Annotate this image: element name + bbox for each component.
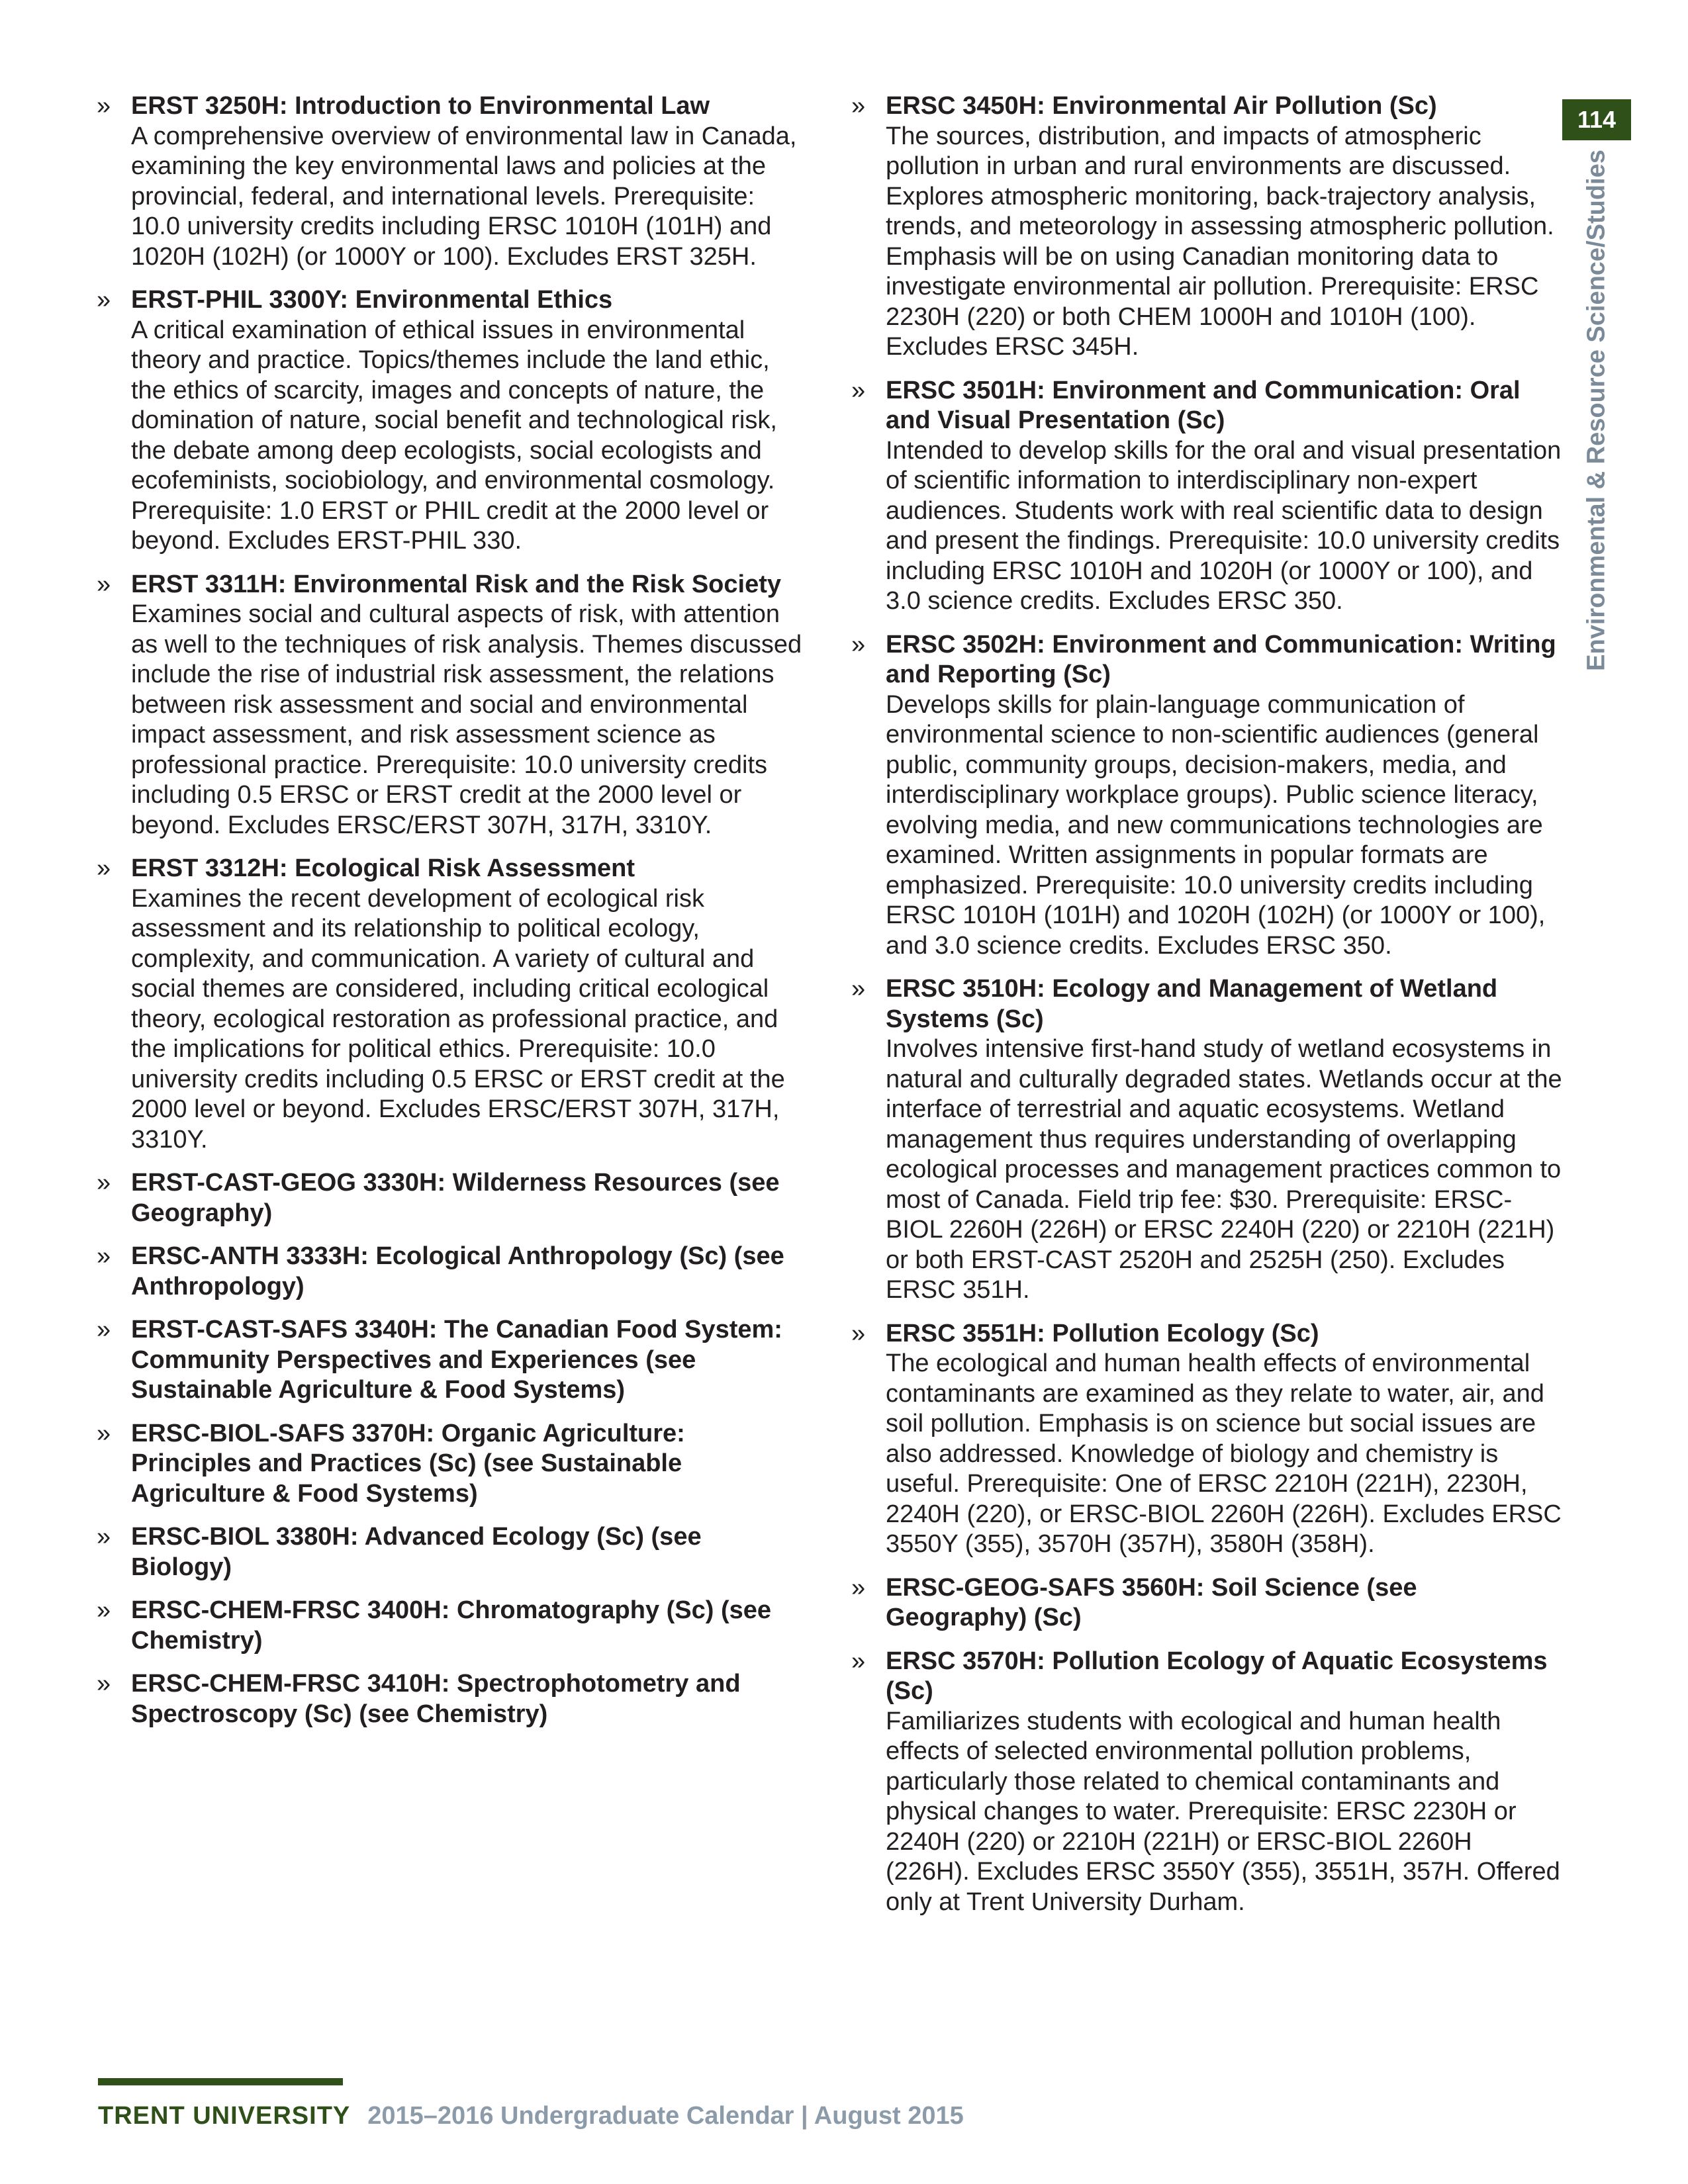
course-title: ERSC-ANTH 3333H: Ecological Anthropology (Sc) (see Anthropology) — [131, 1242, 784, 1300]
bullet-icon: » — [97, 1242, 111, 1270]
course-title: ERSC-BIOL 3380H: Advanced Ecology (Sc) (see Biology) — [131, 1523, 702, 1581]
course-entry — [847, 1647, 1562, 1918]
course-entry — [93, 1419, 808, 1510]
right-column — [847, 91, 1562, 1931]
footer-brand: TRENT UNIVERSITY — [98, 2102, 351, 2130]
course-title: ERSC-CHEM-FRSC 3400H: Chromatography (Sc) (see Chemistry) — [131, 1596, 772, 1655]
course-description: Examines social and cultural aspects of risk, with attention as well to the techniques of risk analysis. Themes discussed include the rise of industrial risk assessment, the relations between risk assessment and social and environmental impact assessment, and risk assessment science as professional practice. Prerequisite: 10.0 university credits including 0.5 ERSC or ERST credit at the 2000 level or beyond. Excludes ERSC/ERST 307H, 317H, 3310Y. — [131, 600, 802, 839]
bullet-icon: » — [851, 630, 866, 659]
course-entry — [847, 91, 1562, 363]
course-description: Involves intensive first-hand study of wetland ecosystems in natural and culturally degraded states. Wetlands occur at the interface of terrestrial and aquatic ecosystems. Wetland management thus requires understanding of overlapping ecological processes and management practices common to most of Canada. Field trip fee: $30. Prerequisite: ERSC-BIOL 2260H (226H) or ERSC 2240H (220) or 2210H (221H) or both ERST-CAST 2520H and 2525H (250). Excludes ERSC 351H. — [886, 1035, 1562, 1304]
bullet-icon: » — [97, 92, 111, 120]
course-description: A critical examination of ethical issues in environmental theory and practice. Topics/themes include the land ethic, the ethics of scarcity, images and concepts of nature, the domination of nature, social benefit and technological risk, the debate among deep ecologists, social ecologists and ecofeminists, sociobiology, and environmental cosmology. Prerequisite: 1.0 ERST or PHIL credit at the 2000 level or beyond. Excludes ERST-PHIL 330. — [131, 316, 777, 555]
bullet-icon: » — [851, 1319, 866, 1347]
bullet-icon: » — [851, 92, 866, 120]
bullet-icon: » — [97, 286, 111, 314]
course-entry — [847, 376, 1562, 617]
course-entry — [93, 1315, 808, 1406]
course-entry — [93, 1669, 808, 1729]
course-entry — [847, 1319, 1562, 1560]
course-title: ERSC 3570H: Pollution Ecology of Aquatic Ecosystems (Sc) — [886, 1647, 1548, 1705]
course-entry — [93, 1168, 808, 1228]
course-title: ERSC 3510H: Ecology and Management of Wetland Systems (Sc) — [886, 975, 1498, 1033]
course-entry — [847, 974, 1562, 1306]
footer-rule — [98, 2078, 343, 2085]
course-title: ERSC 3450H: Environmental Air Pollution (Sc) — [886, 92, 1437, 120]
bullet-icon: » — [97, 1169, 111, 1197]
bullet-icon: » — [851, 376, 866, 404]
course-title: ERST-CAST-GEOG 3330H: Wilderness Resources (see Geography) — [131, 1169, 780, 1227]
footer-calendar-title: 2015–2016 Undergraduate Calendar | August 2015 — [367, 2102, 964, 2130]
section-side-label-text: Environmental & Resource Science/Studies — [1582, 150, 1611, 671]
course-entry — [847, 630, 1562, 962]
course-title: ERSC-BIOL-SAFS 3370H: Organic Agriculture: Principles and Practices (Sc) (see Sustainable Agriculture & Food Systems) — [131, 1419, 685, 1508]
course-entry — [93, 1242, 808, 1302]
course-entry — [93, 91, 808, 272]
course-entry — [93, 1596, 808, 1656]
course-entry — [847, 1573, 1562, 1633]
course-title: ERST 3311H: Environmental Risk and the Risk Society — [131, 570, 781, 598]
page-number-badge: 114 — [1562, 99, 1631, 140]
course-title: ERSC 3551H: Pollution Ecology (Sc) — [886, 1319, 1319, 1347]
course-description: The ecological and human health effects of environmental contaminants are examined as they relate to water, air, and soil pollution. Emphasis is on science but social issues are also addressed. Knowledge of biology and chemistry is useful. Prerequisite: One of ERSC 2210H (221H), 2230H, 2240H (220), or ERSC-BIOL 2260H (226H). Excludes ERSC 3550Y (355), 3570H (357H), 3580H (358H). — [886, 1349, 1562, 1558]
course-title: ERSC 3501H: Environment and Communication: Oral and Visual Presentation (Sc) — [886, 376, 1521, 434]
course-title: ERST 3250H: Introduction to Environmental Law — [131, 92, 710, 120]
course-title: ERST 3312H: Ecological Risk Assessment — [131, 854, 635, 882]
course-description: A comprehensive overview of environmental law in Canada, examining the key environmental laws and policies at the provincial, federal, and international levels. Prerequisite: 10.0 university credits including ERSC 1010H (101H) and 1020H (102H) (or 1000Y or 100). Excludes ERST 325H. — [131, 122, 797, 271]
left-column — [93, 91, 808, 1743]
bullet-icon: » — [97, 570, 111, 598]
course-title: ERST-CAST-SAFS 3340H: The Canadian Food System: Community Perspectives and Experiences (see Sustainable Agriculture & Food Systems) — [131, 1316, 782, 1404]
course-description: Intended to develop skills for the oral and visual presentation of scientific information to interdisciplinary non-expert audiences. Students work with real scientific data to design and present the findings. Prerequisite: 10.0 university credits including ERSC 1010H and 1020H (or 1000Y or 100), and 3.0 science credits. Excludes ERSC 350. — [886, 436, 1562, 615]
bullet-icon: » — [851, 975, 866, 1003]
course-entry — [93, 854, 808, 1155]
bullet-icon: » — [851, 1573, 866, 1602]
course-entry — [93, 285, 808, 557]
bullet-icon: » — [97, 1596, 111, 1624]
course-description: The sources, distribution, and impacts of atmospheric pollution in urban and rural environments are discussed. Explores atmospheric monitoring, back-trajectory analysis, trends, and meteorology in assessing atmospheric pollution. Emphasis will be on using Canadian monitoring data to investigate environmental air pollution. Prerequisite: ERSC 2230H (220) or both CHEM 1000H and 1010H (100). Excludes ERSC 345H. — [886, 122, 1554, 361]
bullet-icon: » — [97, 1316, 111, 1343]
course-entry — [93, 570, 808, 841]
course-description: Familiarizes students with ecological and human health effects of selected environmental pollution problems, particularly those related to chemical contaminants and physical changes to water. Prerequisite: ERSC 2230H or 2240H (220) or 2210H (221H) or ERSC-BIOL 2260H (226H). Excludes ERSC 3550Y (355), 3551H, 357H. Offered only at Trent University Durham. — [886, 1707, 1560, 1916]
course-title: ERSC-GEOG-SAFS 3560H: Soil Science (see Geography) (Sc) — [886, 1573, 1417, 1631]
course-description: Examines the recent development of ecological risk assessment and its relationship to political ecology, complexity, and communication. A variety of cultural and social themes are considered, including critical ecological theory, ecological restoration as professional practice, and the implications for political ethics. Prerequisite: 10.0 university credits including 0.5 ERSC or ERST credit at the 2000 level or beyond. Excludes ERSC/ERST 307H, 317H, 3310Y. — [131, 884, 785, 1154]
course-description: Develops skills for plain-language communication of environmental science to non-scientific audiences (general public, community groups, decision-makers, media, and interdisciplinary workplace groups). Public science literacy, evolving media, and new communications technologies are examined. Written assignments in popular formats are emphasized. Prerequisite: 10.0 university credits including ERSC 1010H (101H) and 1020H (102H) (or 1000Y or 100), and 3.0 science credits. Excludes ERSC 350. — [886, 690, 1546, 960]
bullet-icon: » — [97, 1419, 111, 1447]
footer — [98, 2099, 964, 2132]
course-title: ERSC-CHEM-FRSC 3410H: Spectrophotometry and Spectroscopy (Sc) (see Chemistry) — [131, 1670, 741, 1728]
bullet-icon: » — [97, 1670, 111, 1698]
bullet-icon: » — [97, 854, 111, 882]
course-title: ERSC 3502H: Environment and Communication: Writing and Reporting (Sc) — [886, 630, 1556, 688]
course-entry — [93, 1522, 808, 1582]
bullet-icon: » — [97, 1523, 111, 1551]
bullet-icon: » — [851, 1647, 866, 1675]
course-title: ERST-PHIL 3300Y: Environmental Ethics — [131, 286, 613, 314]
